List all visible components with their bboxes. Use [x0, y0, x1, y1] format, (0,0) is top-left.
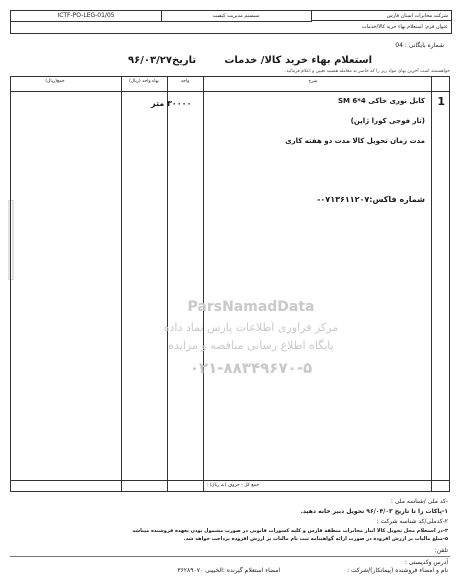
col-total-price: جمع(ریال) — [45, 79, 65, 84]
footer-line: ۵-مبلغ مالیات بر ارزش افزوده در صورت ارائه گواهینامه ثبت نام مالیات بر ارزش افزوده پرداخت خواهد شد. — [183, 536, 448, 542]
document-title: استعلام بهاء خرید کالا/ خدمات — [224, 55, 372, 66]
total-label: جمع کل - حروف (به ریال) : — [206, 483, 259, 488]
column-divider — [203, 77, 204, 491]
footer-line: -کد ملی /شناسه ملی : — [390, 498, 448, 505]
items-table — [10, 76, 450, 492]
col-description: شرح — [308, 79, 318, 84]
row-number: 1 — [437, 95, 445, 108]
form-header — [10, 10, 452, 34]
instruction-text: خواهشمند است آخرین بهای مواد زیر را که حاضر به معامله هستید تعیین و اعلام فرمائید. — [284, 69, 450, 74]
watermark-site: ParsNamadData — [187, 299, 315, 315]
watermark-phone: ۰۲۱-۸۸۳۴۹۶۷۰-۵ — [189, 359, 313, 377]
form-code: ICTF-PO-LEG-01/05 — [11, 11, 162, 22]
form-title: عنوان فرم: استعلام بهاء خرید کالا/خدمات — [361, 24, 448, 30]
reference-number: شماره بایگانی : 04 — [395, 42, 444, 49]
footer-line: ۱-پاکات را تا تاریخ ۹۶/۰۴/۰۳ تحویل دبیر خانه دهید. — [300, 508, 448, 515]
watermark-line: پایگاه اطلاع رسانی مناقصه و مزایده — [168, 339, 334, 352]
col-unit: واحد — [180, 79, 190, 84]
quantity-value: ۳۰۰۰۰ متر — [151, 99, 192, 108]
footer-line: تلفن: — [434, 547, 448, 554]
column-divider — [431, 77, 432, 491]
footer-line: ۲-کدملی/کد شناسه شرکت : — [376, 518, 448, 525]
total-row — [11, 480, 449, 491]
contractor-signature: نام و امضاء فروشنده (پیمانکار)/شرکت : — [347, 567, 448, 574]
company-name: شرکت مخابرات استان فارس — [311, 11, 451, 21]
footer-line: ۳-در استعلام محل تحویل کالا انبار مخابرات منطقه فارس و کلیه کسورات قانونی در صورت مشمول بودن بعهده فروشنده میباشد — [132, 528, 448, 534]
column-divider — [167, 77, 168, 491]
item-line: کابل نوری خاکی SM 6*4 — [337, 97, 425, 105]
column-divider — [121, 77, 122, 491]
address-label: آدرس وکدپستی : — [404, 559, 448, 566]
item-line: مدت زمان تحویل کالا مدت دو هفته کاری — [285, 137, 425, 145]
divider — [10, 556, 450, 557]
col-unit-price: بهاء واحد (ریال) — [129, 79, 159, 84]
receiver-signature: امضاء استعلام گیرنده :الخبیبی ۳۶۲۸۹۰۷۰ — [177, 567, 280, 574]
item-line: (تار فوجی کورا ژاپن) — [350, 117, 425, 125]
quality-system-label: سیستم مدیریت کیفیت — [161, 11, 312, 22]
table-header — [11, 77, 449, 92]
fax-number: شماره فاکس:۰۷۱۳۶۱۱۲۰۷- — [317, 195, 425, 204]
watermark-line: مرکز فراوری اطلاعات پارس نماد داده — [163, 321, 339, 334]
document-date: تاریخ۹۶/۰۳/۲۷ — [128, 55, 197, 66]
